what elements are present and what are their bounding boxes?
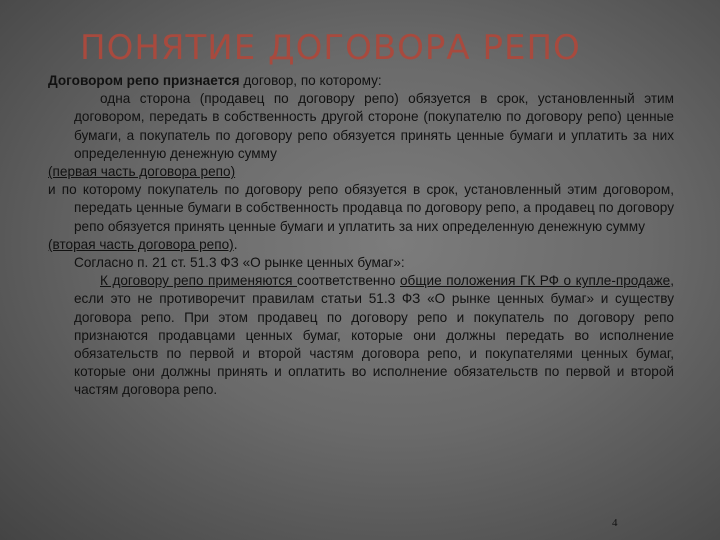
intro-bold: Договором репо признается: [48, 73, 240, 88]
second-part-label: [48, 236, 674, 254]
intro-rest: договор, по которому:: [239, 73, 382, 88]
first-part-label-text: (первая часть договора репо): [48, 164, 236, 180]
slide-body: [48, 72, 674, 400]
second-part-label-text: (вторая часть договора репо): [48, 236, 234, 252]
law-rest: , если это не противоречит правилам статьи 51.3 ФЗ «О рынке ценных бумаг» и существу договора репо. При этом продавец по договору репо и покупатель по договору репо признаются продавцами ценных бумаг, которые они должны передать во исполнение обязательств по первой и второй частям договора репо, и покупателями ценных бумаг, которые они должны принять и оплатить во исполнение обязательств по первой и второй частям договора репо.: [74, 273, 674, 398]
law-underlined-2: общие положения ГК РФ о купле-продаже: [400, 273, 671, 289]
second-part-paragraph: [48, 181, 674, 236]
law-paragraph: [48, 272, 674, 399]
intro-line: [48, 72, 674, 90]
law-reference: Согласно п. 21 ст. 51.3 ФЗ «О рынке ценных бумаг»:: [74, 255, 405, 271]
second-part-text: и по которому покупатель по договору репо обязуется в срок, установленный этим договором, передать ценные бумаги в собственность продавца по договору репо, а продавец по договору репо обязуется принять ценные бумаги и уплатить за них определенную денежную сумму: [48, 182, 674, 234]
first-part-label: [48, 163, 674, 181]
second-part-label-end: .: [233, 236, 238, 252]
law-underlined-1: К договору репо применяются: [100, 273, 297, 289]
first-part-paragraph: одна сторона (продавец по договору репо) обязуется в срок, установленный этим договором, передать в собственность другой стороне (покупателю по договору репо) ценные бумаги, а покупатель по договору репо обязуется принять ценные бумаги и уплатить за них определенную денежную сумму: [74, 91, 674, 161]
law-plain-1: соответственно: [297, 273, 400, 289]
page-number: 4: [612, 517, 618, 529]
slide-title: ПОНЯТИЕ ДОГОВОРА РЕПО: [80, 28, 581, 68]
